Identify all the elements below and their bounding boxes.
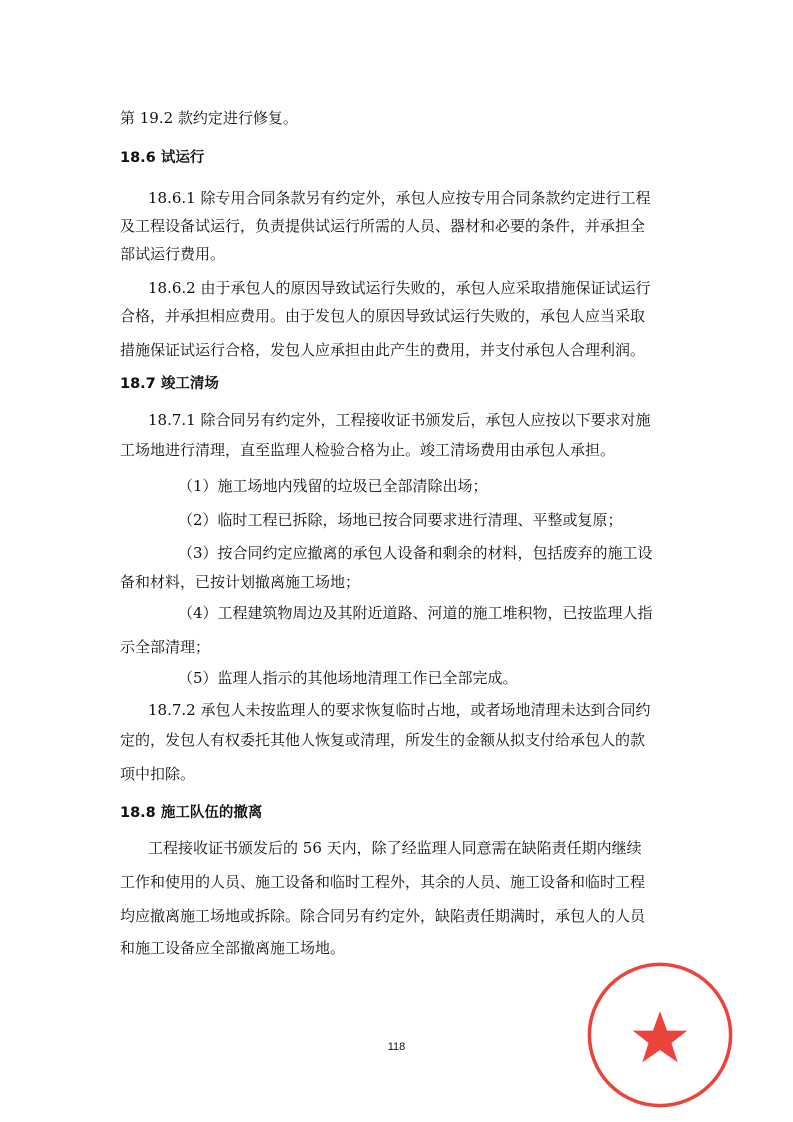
paragraph-line: 和施工设备应全部撤离施工场地。 [120, 939, 346, 957]
paragraph-line: 及工程设备试运行，负责提供试运行所需的人员、器材和必要的条件，并承担全 [120, 217, 646, 235]
paragraph-line: 18.6.1 除专用合同条款另有约定外，承包人应按专用合同条款约定进行工程 [148, 189, 651, 207]
document-body [120, 108, 690, 958]
paragraph-line: 18.7.1 除合同另有约定外，工程接收证书颁发后，承包人应按以下要求对施 [148, 411, 651, 429]
list-item: （4）工程建筑物周边及其附近道路、河道的施工堆积物，已按监理人指 [178, 604, 653, 622]
paragraph-line: 示全部清理； [120, 638, 211, 656]
company-seal-stamp [585, 960, 735, 1110]
paragraph-line: 备和材料，已按计划撤离施工场地； [120, 573, 361, 591]
section-heading: 18.8 施工队伍的撤离 [120, 805, 263, 821]
paragraph-line: 定的，发包人有权委托其他人恢复或清理，所发生的金额从拟支付给承包人的款 [120, 731, 646, 749]
paragraph-line: 部试运行费用。 [120, 245, 226, 263]
paragraph-line: 均应撤离施工场地或拆除。除合同另有约定外，缺陷责任期满时，承包人的人员 [120, 907, 646, 925]
list-item: （2）临时工程已拆除，场地已按合同要求进行清理、平整或复原； [178, 511, 623, 529]
paragraph-line: 18.6.2 由于承包人的原因导致试运行失败的，承包人应采取措施保证试运行 [148, 279, 651, 297]
section-heading: 18.7 竣工清场 [120, 376, 219, 392]
list-item: （5）监理人指示的其他场地清理工作已全部完成。 [178, 669, 518, 687]
paragraph-line: 工作和使用的人员、施工设备和临时工程外，其余的人员、施工设备和临时工程 [120, 873, 646, 891]
paragraph-line: 项中扣除。 [120, 765, 196, 783]
star-icon [633, 1011, 688, 1062]
paragraph-line: 工场地进行清理，直至监理人检验合格为止。竣工清场费用由承包人承担。 [120, 441, 616, 459]
list-item: （3）按合同约定应撤离的承包人设备和剩余的材料，包括废弃的施工设 [178, 544, 653, 562]
page-number: 118 [387, 1041, 406, 1053]
paragraph-line: 第 19.2 款约定进行修复。 [120, 109, 298, 127]
paragraph-line: 18.7.2 承包人未按监理人的要求恢复临时占地，或者场地清理未达到合同约 [148, 701, 651, 719]
list-item: （1）施工场地内残留的垃圾已全部清除出场； [178, 477, 488, 495]
section-heading: 18.6 试运行 [120, 150, 205, 166]
paragraph-line: 合格，并承担相应费用。由于发包人的原因导致试运行失败的，承包人应当采取 [120, 307, 646, 325]
paragraph-line: 工程接收证书颁发后的 56 天内，除了经监理人同意需在缺陷责任期内继续 [148, 839, 642, 857]
paragraph-line: 措施保证试运行合格，发包人应承担由此产生的费用，并支付承包人合理利润。 [120, 341, 646, 359]
